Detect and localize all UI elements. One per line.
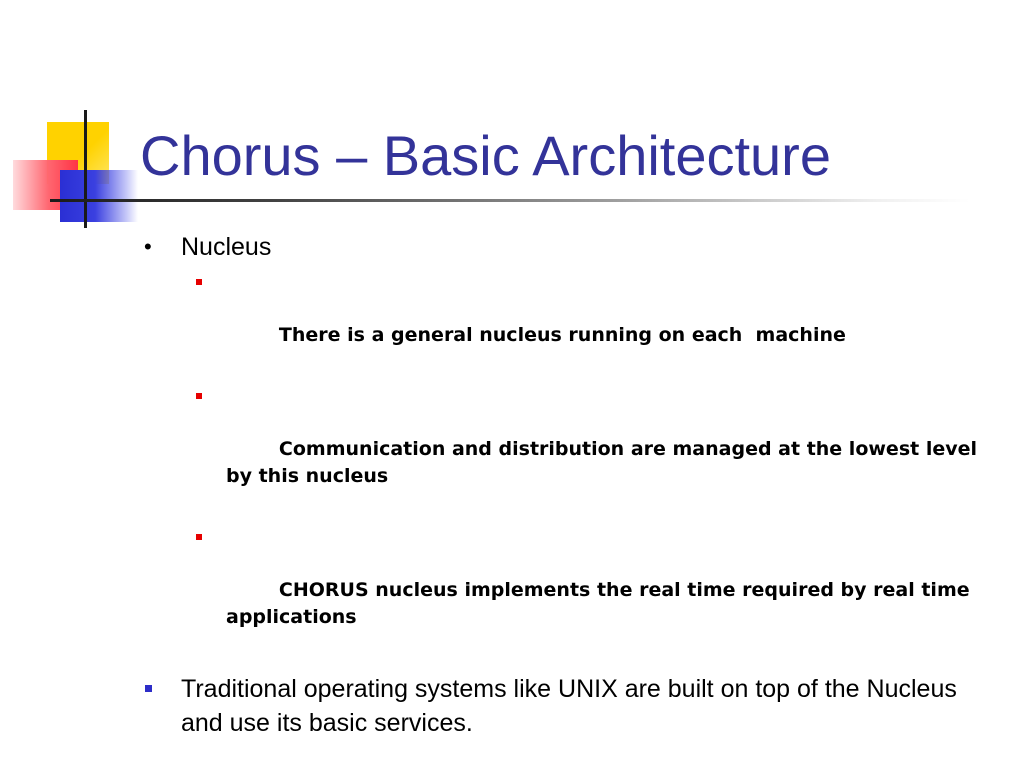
round-bullet-icon: • — [144, 234, 152, 259]
sub-bullet-item — [140, 268, 980, 376]
sub-bullet-text: There is a general nucleus running on each machine — [278, 324, 846, 346]
red-square-bullet-icon — [196, 393, 202, 399]
logo-blue-square-icon — [60, 170, 138, 222]
bullet-text: Traditional operating systems like UNIX are built on top of the Nucleus and use its basic services. — [181, 675, 957, 737]
red-square-bullet-icon — [196, 279, 202, 285]
slide-content — [140, 230, 984, 740]
title-underline-divider — [50, 199, 970, 202]
bullet-nucleus — [140, 230, 980, 264]
sub-bullet-text: Communication and distribution are managed at the lowest level by this nucleus — [226, 438, 984, 487]
logo-vertical-line — [84, 110, 87, 228]
blue-square-bullet-icon — [145, 685, 152, 692]
bullet-traditional-os — [140, 672, 980, 740]
red-square-bullet-icon — [196, 534, 202, 540]
sub-bullet-item — [140, 382, 984, 517]
sub-bullet-text: CHORUS nucleus implements the real time required by real time applications — [226, 579, 977, 628]
nucleus-sub-list — [140, 268, 984, 658]
sub-bullet-item — [140, 523, 980, 658]
bullet-text: Nucleus — [181, 233, 272, 261]
slide-title: Chorus – Basic Architecture — [140, 124, 831, 187]
